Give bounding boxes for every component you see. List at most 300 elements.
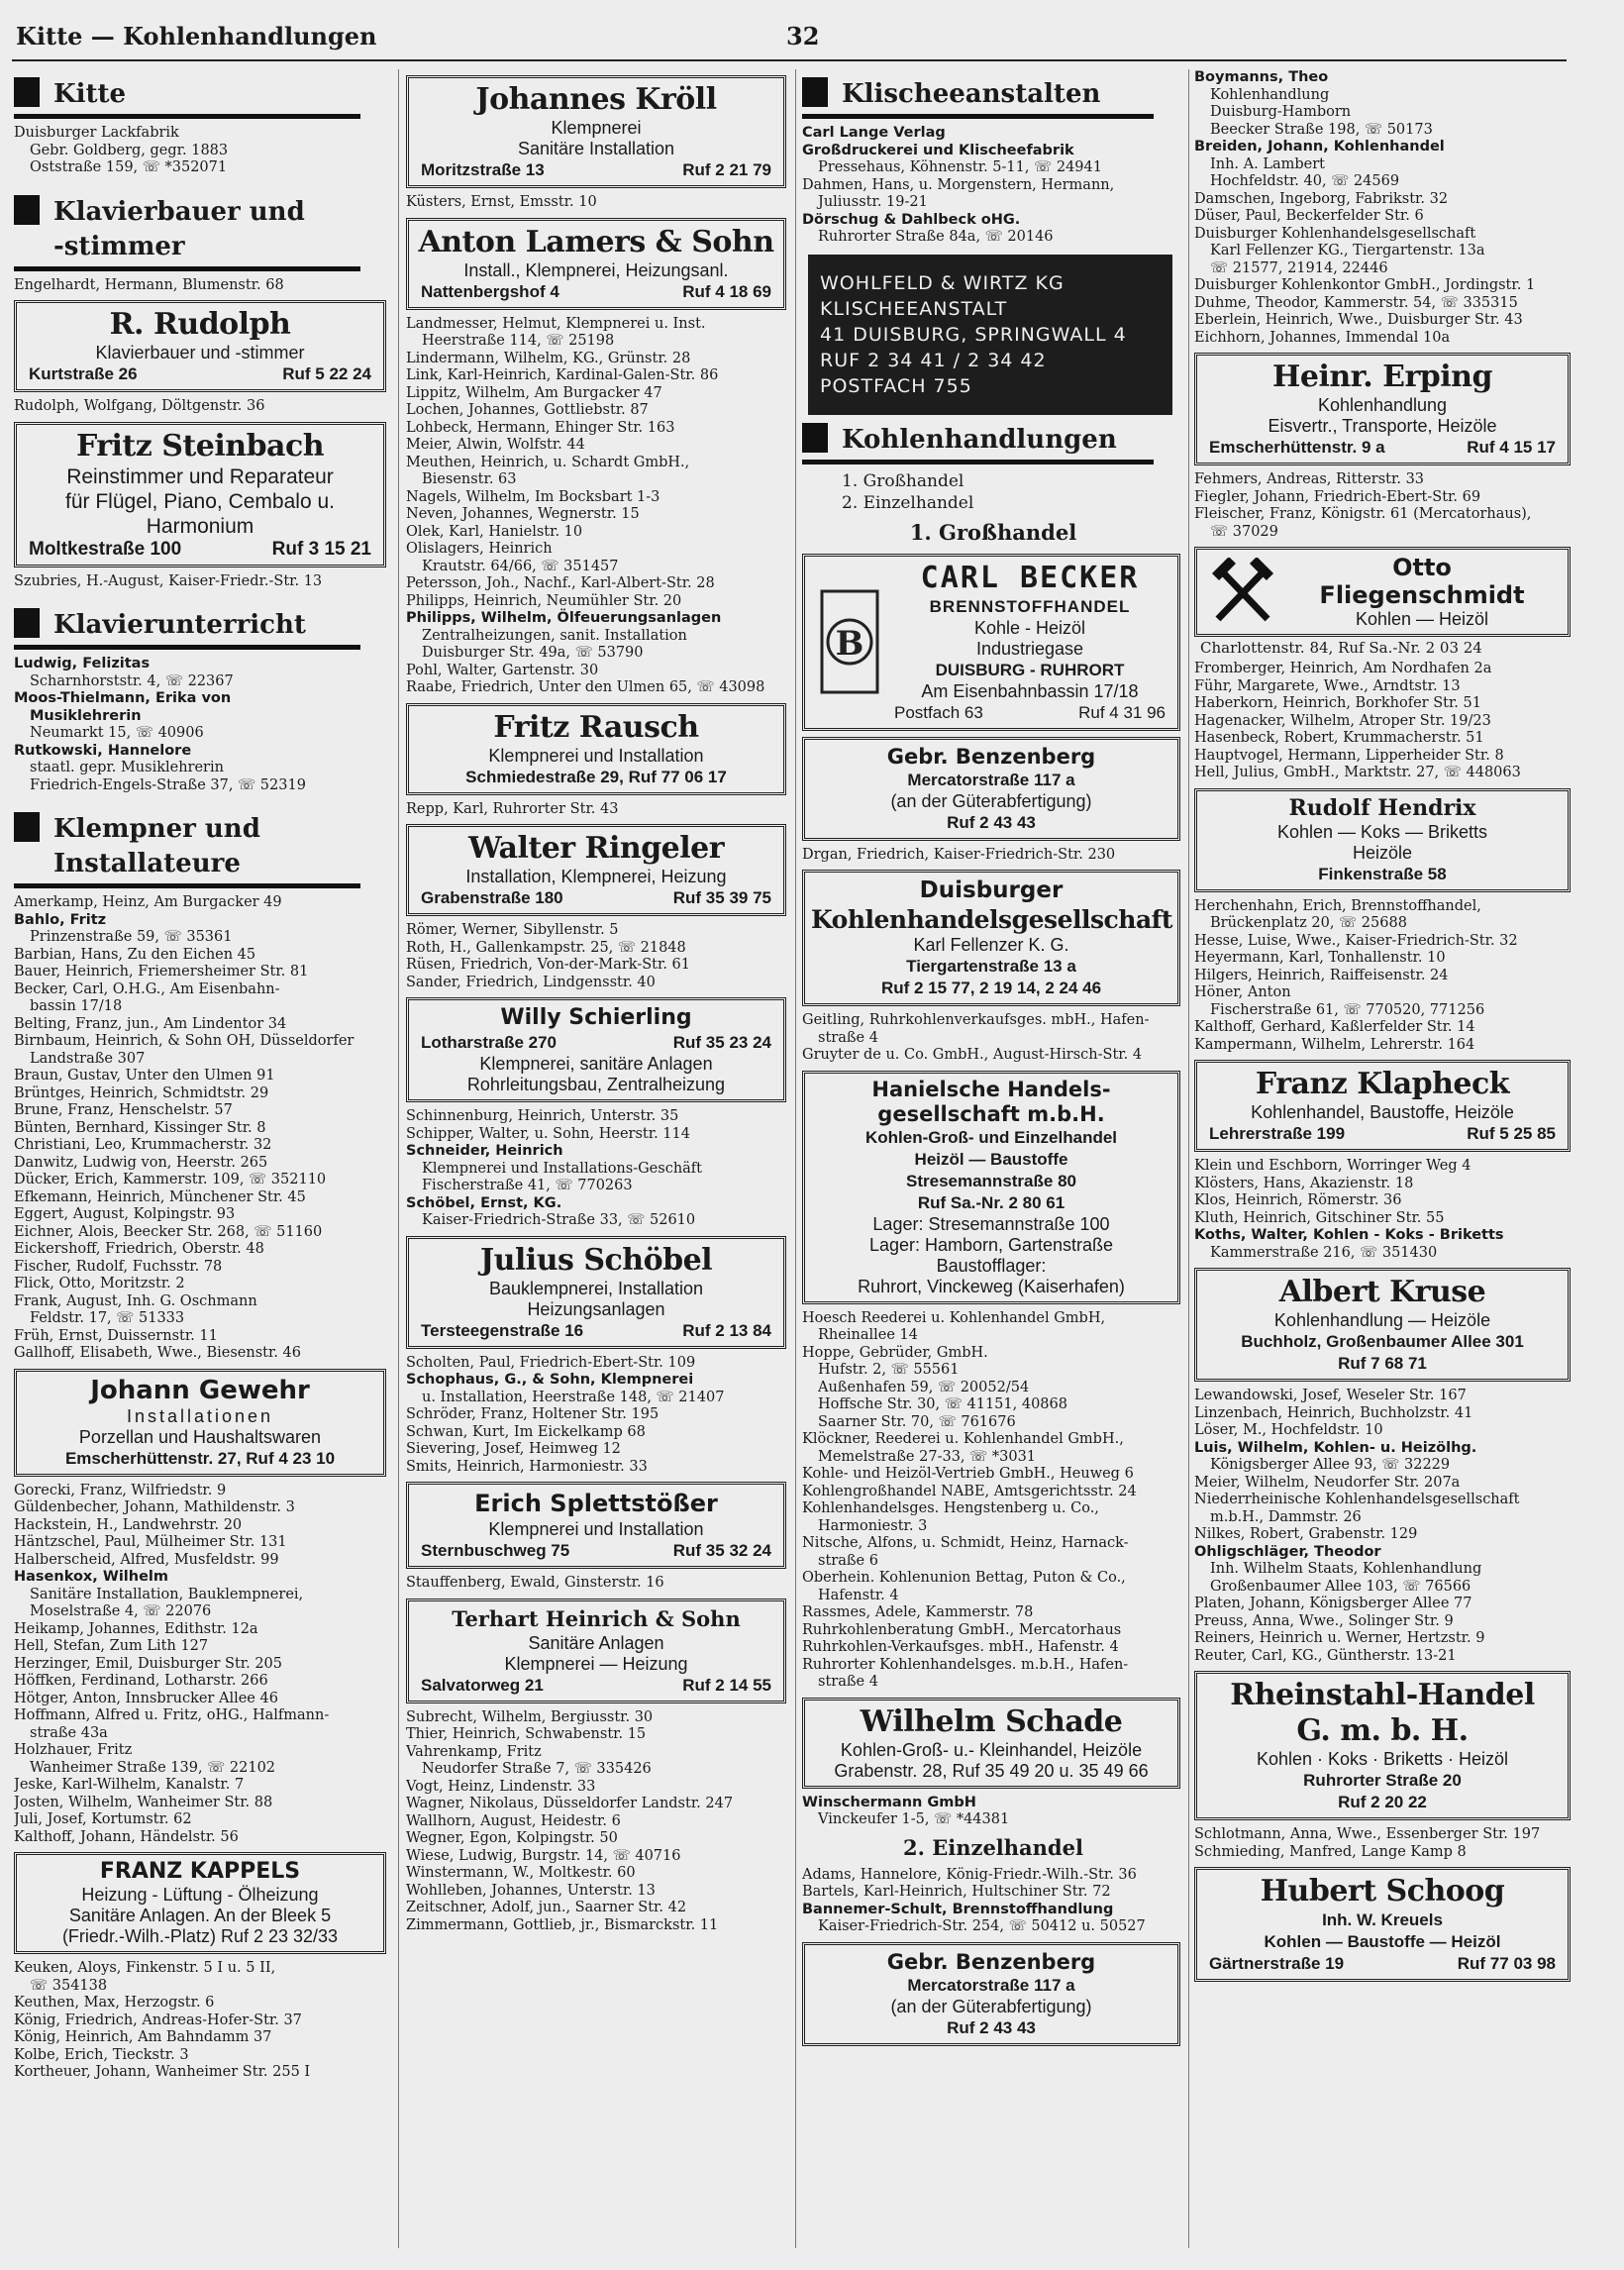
listing-entry: König, Friedrich, Andreas-Hofer-Str. 37 <box>14 2012 302 2028</box>
section-rule <box>14 266 360 271</box>
listing-entry: Römer, Werner, Sibyllenstr. 5 <box>406 922 619 938</box>
ad-text: Baustofflager: <box>936 1255 1047 1276</box>
ad-text: Klempnerei — Heizung <box>504 1653 688 1674</box>
listing-group <box>406 922 790 991</box>
listing-entry: Breiden, Johann, Kohlenhandel <box>1194 139 1445 155</box>
listing-entry: Duisburger Kohlenhandelsgesellschaft <box>1194 225 1476 242</box>
listing-entry: Drgan, Friedrich, Kaiser-Friedrich-Str. 230 <box>802 846 1116 863</box>
listing-entry: Vahrenkamp, Fritz <box>406 1743 542 1760</box>
ad-text: Heizungsanlagen <box>527 1298 665 1319</box>
listing-entry: ☏ 37029 <box>1210 523 1278 540</box>
listing-entry: Hoffsche Str. 30, ☏ 41151, 40868 <box>818 1396 1067 1412</box>
listing-entry: Zimmermann, Gottlieb, jr., Bismarckstr. 11 <box>406 1916 719 1933</box>
ad-name: Anton Lamers & Sohn <box>418 224 774 259</box>
listing-entry: Kammerstraße 216, ☏ 351430 <box>1210 1244 1438 1261</box>
listing-entry: Duisburger Lackfabrik <box>14 125 179 141</box>
ad-name: Wilhelm Schade <box>860 1703 1123 1739</box>
listing-entry: Klöckner, Reederei u. Kohlenhandel GmbH., <box>802 1431 1124 1447</box>
section-klischeeanstalten <box>802 77 1184 119</box>
listing-entry: Wanheimer Straße 139, ☏ 22102 <box>30 1759 276 1776</box>
listing-entry: Duisburger Str. 49a, ☏ 53790 <box>422 645 644 661</box>
listing-entry: Landmesser, Helmut, Klempnerei u. Inst. <box>406 315 706 332</box>
ad-text: Kohlen-Groß- u.- Kleinhandel, Heizöle <box>840 1739 1143 1760</box>
listing-entry: Wohlleben, Johannes, Unterstr. 13 <box>406 1882 656 1899</box>
ad-phone: Ruf 4 31 96 <box>1078 702 1166 722</box>
listing-entry: Lewandowski, Josef, Weseler Str. 167 <box>1194 1388 1467 1403</box>
ad-address: Grabenstr. 28, Ruf 35 49 20 u. 35 49 66 <box>834 1760 1149 1781</box>
ad-phone: Ruf 5 22 24 <box>282 364 371 383</box>
ad-name: Willy Schierling <box>500 1005 692 1030</box>
listing-entry: Wiese, Ludwig, Burgstr. 14, ☏ 40716 <box>406 1847 681 1864</box>
listing-entry: Ludwig, Felizitas <box>14 656 151 671</box>
ad-address: Emscherhüttenstr. 9 a <box>1209 438 1385 457</box>
ad-erping <box>1194 353 1571 465</box>
listing-entry: Oberhein. Kohlenunion Bettag, Puton & Co., <box>802 1570 1126 1586</box>
ad-text: Harmonium <box>146 514 254 538</box>
listing-entry: Häntzschel, Paul, Mülheimer Str. 131 <box>14 1534 287 1550</box>
ad-gewehr <box>14 1369 386 1477</box>
section-marker-icon <box>14 77 40 107</box>
ad-phone: Ruf 35 39 75 <box>672 888 771 907</box>
listing-entry: Musiklehrerin <box>30 707 142 724</box>
ad-julius-schoebel <box>406 1236 786 1349</box>
subsection-heading: 1. Großhandel <box>909 519 1077 545</box>
listing-entry: Harmoniestr. 3 <box>818 1517 928 1534</box>
ad-text: Heizung - Lüftung - Ölheizung <box>81 1885 319 1905</box>
listing-entry: bassin 17/18 <box>30 998 123 1014</box>
ad-address: Stresemannstraße 80 <box>906 1171 1076 1190</box>
listing-group <box>14 1960 390 2082</box>
ad-name: Julius Schöbel <box>479 1242 713 1278</box>
listing-entry: Jeske, Karl-Wilhelm, Kanalstr. 7 <box>14 1777 245 1793</box>
ad-name: R. Rudolph <box>109 307 291 342</box>
listing-entry: Güldenbecher, Johann, Mathildenstr. 3 <box>14 1499 295 1515</box>
listing-entry: Hoesch Reederei u. Kohlenhandel GmbH, <box>802 1309 1106 1326</box>
listing-entry: Josten, Wilhelm, Wanheimer Str. 88 <box>14 1794 273 1810</box>
listing-entry: Wallhorn, August, Heidestr. 6 <box>406 1812 621 1829</box>
ad-name: Gebr. Benzenberg <box>886 744 1096 769</box>
section-klavierunterricht <box>14 608 390 650</box>
listing-entry: Christiani, Leo, Krummacherstr. 32 <box>14 1137 272 1153</box>
listing-entry: Kohlenhandelsges. Hengstenberg u. Co., <box>802 1500 1099 1516</box>
listing-entry: Kortheuer, Johann, Wanheimer Str. 255 I <box>14 2064 311 2080</box>
listing-entry: straße 6 <box>818 1552 878 1569</box>
ad-text: Install., Klempnerei, Heizungsanl. <box>463 259 729 280</box>
ad-phone: Ruf 4 18 69 <box>682 281 771 301</box>
listing-entry: Hell, Stefan, Zum Lith 127 <box>14 1638 209 1654</box>
listing-group <box>1194 1388 1574 1665</box>
listing-entry: Repp, Karl, Ruhrorter Str. 43 <box>406 800 619 817</box>
listing-entry: Bartels, Karl-Heinrich, Hultschiner Str. 72 <box>802 1884 1111 1900</box>
listing-entry: Pohl, Walter, Gartenstr. 30 <box>406 662 599 678</box>
listing-entry: Höner, Anton <box>1194 984 1291 1000</box>
listing-entry: Schipper, Walter, u. Sohn, Heerstr. 114 <box>406 1125 690 1142</box>
page-number: 32 <box>786 22 820 51</box>
listing-entry: Gorecki, Franz, Wilfriedstr. 9 <box>14 1482 227 1498</box>
ad-lamers <box>406 218 786 310</box>
listing-entry: Eichhorn, Johannes, Immendal 10a <box>1194 329 1451 346</box>
listing-entry: Halberscheid, Alfred, Musfeldstr. 99 <box>14 1551 279 1568</box>
listing-entry: Raabe, Friedrich, Unter den Ulmen 65, ☏ 43098 <box>406 679 765 695</box>
listing-entry: Führ, Margarete, Wwe., Arndtstr. 13 <box>1194 677 1461 694</box>
listing-entry: Petersson, Joh., Nachf., Karl-Albert-Str. 28 <box>406 575 715 591</box>
listing-entry: Fischerstraße 61, ☏ 770520, 771256 <box>1210 1001 1485 1018</box>
listing-entry: Ruhrkohlenberatung GmbH., Mercatorhaus <box>802 1621 1122 1638</box>
listing-entry: Fromberger, Heinrich, Am Nordhafen 2a <box>1194 661 1492 676</box>
ad-address: Charlottenstr. 84, Ruf Sa.-Nr. 2 03 24 <box>1200 639 1482 657</box>
listing-entry: Lochen, Johannes, Gottliebstr. 87 <box>406 402 649 418</box>
ad-rausch <box>406 703 786 795</box>
listing-entry: Feldstr. 17, ☏ 51333 <box>30 1310 185 1326</box>
section-marker-icon <box>802 423 828 453</box>
ad-text: Kohlenhandel, Baustoffe, Heizöle <box>1251 1102 1514 1122</box>
listing-entry: Schneider, Heinrich <box>406 1143 563 1159</box>
listing-group <box>802 1310 1184 1692</box>
listing-entry: Birnbaum, Heinrich, & Sohn OH, Düsseldorfer <box>14 1033 355 1049</box>
svg-text:B: B <box>835 624 864 664</box>
section-marker-icon <box>14 195 40 225</box>
section-kohlenhandlungen <box>802 423 1184 464</box>
ad-duisburger-kohlenhandel <box>802 870 1180 1006</box>
listing-entry: Hufstr. 2, ☏ 55561 <box>818 1362 960 1378</box>
ad-fliegenschmidt <box>1194 547 1571 637</box>
ad-klapheck <box>1194 1060 1571 1152</box>
listing-entry: Hesse, Luise, Wwe., Kaiser-Friedrich-Str. 32 <box>1194 932 1518 949</box>
listing-entry: Olek, Karl, Hanielstr. 10 <box>406 523 583 540</box>
ad-name: Gebr. Benzenberg <box>886 1949 1096 1974</box>
listing-entry: Scharnhorststr. 4, ☏ 22367 <box>30 672 234 689</box>
ad-phone: Ruf 35 23 24 <box>672 1033 771 1052</box>
listing-entry: Königsberger Allee 93, ☏ 32229 <box>1210 1457 1451 1473</box>
section-rule <box>14 883 360 888</box>
ad-kappels <box>14 1852 386 1954</box>
listing-entry: Belting, Franz, jun., Am Lindentor 34 <box>14 1015 287 1032</box>
ad-text: Sanitäre Anlagen <box>528 1632 664 1653</box>
ad-name: Johannes Kröll <box>475 82 717 117</box>
ad-name: Fritz Steinbach <box>75 428 325 464</box>
listing-entry: Amerkamp, Heinz, Am Burgacker 49 <box>14 894 282 910</box>
column-divider <box>795 69 796 2248</box>
listing-entry: Biesenstr. 63 <box>422 471 517 487</box>
listing-entry: Hasenbeck, Robert, Krummacherstr. 51 <box>1194 730 1484 746</box>
listing-entry: Fiegler, Johann, Friedrich-Ebert-Str. 69 <box>1194 488 1481 505</box>
listing-entry: Düser, Paul, Beckerfelder Str. 6 <box>1194 208 1424 224</box>
ad-phone: Ruf 2 15 77, 2 19 14, 2 24 46 <box>880 979 1102 997</box>
listing-entry: Niederrheinische Kohlenhandelsgesellschaft <box>1194 1492 1520 1507</box>
listing-entry: Fehmers, Andreas, Ritterstr. 33 <box>1194 471 1425 487</box>
ad-text: Eisvertr., Transporte, Heizöle <box>1268 416 1497 436</box>
ad-name: Rudolf Hendrix <box>1288 794 1476 821</box>
ad-ringeler <box>406 824 786 916</box>
ad-phone: Ruf 2 43 43 <box>947 2017 1036 2037</box>
ad-name: WOHLFELD & WIRTZ KG <box>820 271 1065 294</box>
listing-entry: Meier, Alwin, Wolfstr. 44 <box>406 437 585 453</box>
ad-benzenberg <box>802 737 1180 841</box>
ad-text: DUISBURG - RUHRORT <box>935 660 1125 679</box>
listing-entry: Beecker Straße 198, ☏ 50173 <box>1210 121 1433 138</box>
listing-group <box>1194 1158 1574 1262</box>
listing-entry: Frank, August, Inh. G. Oschmann <box>14 1292 257 1309</box>
column-4 <box>1194 69 1574 2253</box>
listing-entry: Nagels, Wilhelm, Im Bocksbart 1-3 <box>406 488 660 505</box>
ad-text: Karl Fellenzer K. G. <box>913 935 1069 955</box>
ad-address: Am Eisenbahnbassin 17/18 <box>921 680 1139 701</box>
section-rule <box>14 114 360 119</box>
ad-text: Lager: Stresemannstraße 100 <box>872 1213 1110 1234</box>
ad-name: Albert Kruse <box>1278 1275 1486 1309</box>
ad-text: für Flügel, Piano, Cembalo u. <box>65 489 335 513</box>
listing-entry: Sander, Friedrich, Lindgensstr. 40 <box>406 974 656 990</box>
ad-name: Franz Klapheck <box>1255 1067 1510 1101</box>
listing-entry: Großdruckerei und Klischeefabrik <box>802 142 1074 158</box>
listing-entry: Link, Karl-Heinrich, Kardinal-Galen-Str. 86 <box>406 367 719 383</box>
listing-entry: Kohle- und Heizöl-Vertrieb GmbH., Heuweg 6 <box>802 1466 1134 1482</box>
listing-entry: Subrecht, Wilhelm, Bergiusstr. 30 <box>406 1708 654 1725</box>
ad-name: Rheinstahl-Handel <box>1230 1678 1535 1712</box>
listing-entry: Dücker, Erich, Kammerstr. 109, ☏ 352110 <box>14 1172 327 1187</box>
ad-text: Klavierbauer und -stimmer <box>95 343 305 362</box>
listing-entry: Lippitz, Wilhelm, Am Burgacker 47 <box>406 384 662 401</box>
listing-entry: Rüsen, Friedrich, Von-der-Mark-Str. 61 <box>406 957 690 973</box>
listing-entry: Schwan, Kurt, Im Eickelkamp 68 <box>406 1423 646 1440</box>
listing-entry: Inh. A. Lambert <box>1210 155 1325 172</box>
ad-wohlfeld-wirtz <box>808 255 1172 415</box>
section-rule <box>14 645 360 650</box>
listing-entry: Früh, Ernst, Duissernstr. 11 <box>14 1327 218 1344</box>
ad-text: Kohle - Heizöl <box>973 617 1086 638</box>
ad-text: Ruhrort, Vinckeweg (Kaiserhafen) <box>858 1276 1125 1296</box>
listing-entry: Efkemann, Heinrich, Münchener Str. 45 <box>14 1188 306 1205</box>
listing-entry: Herzinger, Emil, Duisburger Str. 205 <box>14 1655 283 1672</box>
listing-entry: Sievering, Josef, Heimweg 12 <box>406 1441 621 1457</box>
ad-text: Heizöle <box>1352 842 1413 863</box>
subsection-heading: 2. Einzelhandel <box>903 1834 1083 1860</box>
ad-text: (an der Güterabfertigung) <box>890 1996 1092 2016</box>
section-title: Klavierbauer und -stimmer <box>53 196 305 261</box>
listing-entry: Eickershoff, Friedrich, Oberstr. 48 <box>14 1241 264 1257</box>
listing-entry: Meier, Wilhelm, Neudorfer Str. 207a <box>1194 1474 1461 1491</box>
listing-entry: Hasenkox, Wilhelm <box>14 1569 169 1585</box>
listing-entry: Ohligschläger, Theodor <box>1194 1543 1381 1560</box>
listing-entry: Kaiser-Friedrich-Straße 33, ☏ 52610 <box>422 1212 696 1228</box>
column-divider <box>1188 69 1189 2248</box>
listing-entry: Brüntges, Heinrich, Schmidtstr. 29 <box>14 1084 269 1101</box>
ad-kroell <box>406 75 786 188</box>
ad-haniel <box>802 1071 1180 1304</box>
listing-entry: König, Heinrich, Am Bahndamm 37 <box>14 2029 272 2045</box>
listing-group <box>406 1108 790 1230</box>
listing-entry: Danwitz, Ludwig von, Heerstr. 265 <box>14 1154 268 1171</box>
listing-entry: Hötger, Anton, Innsbrucker Allee 46 <box>14 1690 278 1706</box>
ad-phone: Ruf 7 68 71 <box>1338 1354 1427 1373</box>
listing-entry: Schinnenburg, Heinrich, Unterstr. 35 <box>406 1108 679 1124</box>
listing-entry: straße 43a <box>30 1724 108 1741</box>
listing-entry: Vogt, Heinz, Lindenstr. 33 <box>406 1778 596 1795</box>
listing-group <box>406 1355 790 1477</box>
listing-entry: Roth, H., Gallenkampstr. 25, ☏ 21848 <box>406 939 686 956</box>
ad-name: Duisburger <box>919 877 1064 903</box>
listing-entry: Herchenhahn, Erich, Brennstoffhandel, <box>1194 897 1481 914</box>
ad-text: Kohlenhandlung <box>1317 395 1448 415</box>
section-title: Klavierunterricht <box>53 610 306 640</box>
ad-address: Gärtnerstraße 19 <box>1209 1954 1345 1973</box>
ad-splettstoesser <box>406 1482 786 1569</box>
listing-entry: Kluth, Heinrich, Gitschiner Str. 55 <box>1194 1209 1445 1226</box>
ad-address: Nattenbergshof 4 <box>421 281 559 301</box>
page-header <box>12 20 1567 61</box>
listing-group <box>1194 69 1574 347</box>
ad-text: Kohlenhandlung — Heizöle <box>1273 1310 1491 1330</box>
listing-entry: Hoffmann, Alfred u. Fritz, oHG., Halfmann- <box>14 1707 330 1723</box>
listing-entry: Hoppe, Gebrüder, GmbH. <box>802 1344 988 1361</box>
listing-entry: Klempnerei und Installations-Geschäft <box>422 1160 703 1177</box>
listing-entry: Adams, Hannelore, König-Friedr.-Wilh.-Str. 36 <box>802 1866 1137 1883</box>
ad-name: Fritz Rausch <box>493 709 699 745</box>
listing-entry: Krautstr. 64/66, ☏ 351457 <box>422 558 619 574</box>
listing-entry: Damschen, Ingeborg, Fabrikstr. 32 <box>1194 190 1449 207</box>
column-2 <box>406 69 790 2253</box>
listing-entry: Preuss, Anna, Wwe., Solinger Str. 9 <box>1194 1612 1454 1629</box>
ad-kruse <box>1194 1268 1571 1382</box>
listing-entry: Rheinallee 14 <box>818 1327 918 1343</box>
ad-terhart <box>406 1599 786 1703</box>
section-title: Klischeeanstalten <box>842 79 1101 109</box>
listing-entry: Ruhrorter Straße 84a, ☏ 20146 <box>818 229 1054 245</box>
listing-entry: Klos, Heinrich, Römerstr. 36 <box>1194 1192 1402 1208</box>
ad-rheinstahl <box>1194 1671 1571 1820</box>
ad-text: Inh. W. Kreuels <box>1322 1910 1443 1929</box>
listing-entry: Ruhrorter Kohlenhandelsges. m.b.H., Hafen- <box>802 1656 1129 1673</box>
listing-entry: Nilkes, Robert, Grabenstr. 129 <box>1194 1526 1418 1542</box>
ad-text: Sanitäre Anlagen. An der Bleek 5 <box>68 1906 332 1925</box>
ad-name: Kohlenhandelsgesellschaft <box>811 905 1172 934</box>
ad-text: Kohlen — Koks — Briketts <box>1276 821 1488 842</box>
ad-address: Sternbuschweg 75 <box>421 1541 570 1560</box>
listing-entry: Smits, Heinrich, Harmoniestr. 33 <box>406 1458 648 1475</box>
becker-logo-icon <box>811 561 888 724</box>
listing-entry: Schmieding, Manfred, Lange Kamp 8 <box>1194 1843 1467 1860</box>
ad-text: Kohlen-Groß- und Einzelhandel <box>864 1127 1118 1147</box>
ad-schierling <box>406 997 786 1102</box>
listing-entry: Gallhoff, Elisabeth, Wwe., Biesenstr. 46 <box>14 1345 301 1361</box>
ad-address: Salvatorweg 21 <box>421 1675 544 1695</box>
listing-entry: Keuthen, Max, Herzogstr. 6 <box>14 1995 215 2011</box>
ad-phone: Ruf 2 43 43 <box>947 812 1036 832</box>
listing-entry: Brückenplatz 20, ☏ 25688 <box>1210 915 1407 931</box>
section-marker-icon <box>14 608 40 638</box>
ad-text: Sanitäre Installation <box>517 139 675 158</box>
listing-group <box>1194 1826 1574 1861</box>
listing-entry: Kalthoff, Gerhard, Kaßlerfelder Str. 14 <box>1194 1019 1475 1035</box>
ad-phone: Ruf 2 20 22 <box>1338 1793 1427 1811</box>
listing-entry: Keuken, Aloys, Finkenstr. 5 I u. 5 II, <box>14 1960 276 1976</box>
ad-address: Grabenstraße 180 <box>421 888 563 907</box>
ad-name: gesellschaft m.b.H. <box>877 1101 1105 1126</box>
ad-address: Emscherhüttenstr. 27, Ruf 4 23 10 <box>64 1448 336 1468</box>
ad-address: Tersteegenstraße 16 <box>421 1320 584 1340</box>
listing-entry: Fleischer, Franz, Königstr. 61 (Mercatorhaus), <box>1194 506 1532 522</box>
ad-address: 41 DUISBURG, SPRINGWALL 4 <box>820 323 1127 346</box>
listing-entry: Braun, Gustav, Unter den Ulmen 91 <box>14 1068 275 1083</box>
ad-address: Lotharstraße 270 <box>421 1033 557 1052</box>
listing-entry: Thier, Heinrich, Schwabenstr. 15 <box>406 1726 647 1742</box>
listing-entry: Scholten, Paul, Friedrich-Ebert-Str. 109 <box>406 1354 696 1371</box>
listing-entry: Vinckeufer 1-5, ☏ *44381 <box>818 1811 1010 1827</box>
listing-entry: Großenbaumer Allee 103, ☏ 76566 <box>1210 1578 1472 1595</box>
listing-entry: Neven, Johannes, Wegnerstr. 15 <box>406 506 640 522</box>
ad-address: Tiergartenstraße 13 a <box>906 957 1076 976</box>
listing-entry: Inh. Wilhelm Staats, Kohlenhandlung <box>1210 1561 1482 1577</box>
listing-entry: Hackstein, H., Landwehrstr. 20 <box>14 1516 243 1533</box>
ad-address: Finkenstraße 58 <box>1318 864 1447 883</box>
listing-entry: Geitling, Ruhrkohlenverkaufsges. mbH., Hafen- <box>802 1012 1150 1028</box>
listing-entry: Pressehaus, Köhnenstr. 5-11, ☏ 24941 <box>818 159 1102 175</box>
ad-name: Erich Splettstößer <box>474 1490 718 1517</box>
ad-address: Moritzstraße 13 <box>421 160 545 179</box>
listing-entry: Carl Lange Verlag <box>802 125 946 141</box>
ad-text: Rohrleitungsbau, Zentralheizung <box>466 1075 726 1094</box>
listing-entry: Hafenstr. 4 <box>818 1587 899 1603</box>
ad-name: Walter Ringeler <box>467 831 725 866</box>
column-1 <box>14 69 390 2253</box>
listing-entry: ☏ 354138 <box>30 1977 108 1994</box>
ad-phone: RUF 2 34 41 / 2 34 42 <box>820 349 1047 371</box>
listing-entry: Linzenbach, Heinrich, Buchholzstr. 41 <box>1194 1404 1473 1421</box>
listing-entry: Zentralheizungen, sanit. Installation <box>422 627 687 644</box>
listing-entry: Platen, Johann, Königsberger Allee 77 <box>1194 1596 1472 1611</box>
listing-entry: Reiners, Heinrich u. Werner, Hertzstr. 9 <box>1194 1630 1485 1646</box>
listing-entry: Schlotmann, Anna, Wwe., Essenberger Str. 197 <box>1194 1826 1541 1842</box>
listing-group <box>802 1012 1184 1065</box>
listing-entry: Hell, Julius, GmbH., Marktstr. 27, ☏ 448063 <box>1194 765 1521 780</box>
ad-text: Kohlen · Koks · Briketts · Heizöl <box>1256 1749 1509 1769</box>
listing-entry: Klein und Eschborn, Worringer Weg 4 <box>1194 1158 1472 1174</box>
listing-entry: Meuthen, Heinrich, u. Schardt GmbH., <box>406 454 690 470</box>
ad-text: Klempnerei, sanitäre Anlagen <box>479 1054 713 1074</box>
ad-name: Hanielsche Handels- <box>871 1077 1111 1101</box>
ad-phone: Ruf 77 03 98 <box>1457 1954 1556 1973</box>
listing-entry: Sanitäre Installation, Bauklempnerei, <box>30 1586 304 1602</box>
listing-entry: straße 4 <box>818 1674 878 1690</box>
listing-group <box>802 1867 1184 1936</box>
section-klavierbauer <box>14 195 390 271</box>
listing-entry: Heyermann, Karl, Tonhallenstr. 10 <box>1194 950 1446 966</box>
listing-entry: Friedrich-Engels-Straße 37, ☏ 52319 <box>30 776 306 793</box>
section-rule <box>802 114 1154 119</box>
ad-address: Kurtstraße 26 <box>29 364 138 383</box>
ad-text: Postfach 63 <box>894 702 983 722</box>
ad-name: G. m. b. H. <box>1296 1713 1469 1748</box>
listing-group <box>1194 661 1574 782</box>
listing-entry: staatl. gepr. Musiklehrerin <box>30 760 224 775</box>
listing-entry: Saarner Str. 70, ☏ 761676 <box>818 1413 1016 1430</box>
listing-entry: Klösters, Hans, Akazienstr. 18 <box>1194 1175 1414 1191</box>
ad-address: Schmiedestraße 29, Ruf 77 06 17 <box>465 767 727 786</box>
listing-entry: Schröder, Franz, Holtener Str. 195 <box>406 1406 660 1422</box>
listing-entry: Hilgers, Heinrich, Raiffeisenstr. 24 <box>1194 967 1449 983</box>
ad-address: Lehrerstraße 199 <box>1209 1124 1346 1143</box>
listing-entry: Lohbeck, Hermann, Ehinger Str. 163 <box>406 419 675 436</box>
ad-text: Bauklempnerei, Installation <box>488 1278 704 1298</box>
column-divider <box>398 69 399 2248</box>
ad-rudolph <box>14 300 386 392</box>
listing-entry: Heikamp, Johannes, Edithstr. 12a <box>14 1620 258 1637</box>
listing-entry: Oststraße 159, ☏ *352071 <box>30 159 228 175</box>
listing-group <box>406 316 790 697</box>
ad-text: Kohlen — Heizöl <box>1355 609 1489 629</box>
ad-text: Lager: Hamborn, Gartenstraße <box>868 1234 1114 1255</box>
listing-entry: Schöbel, Ernst, KG. <box>406 1194 562 1211</box>
